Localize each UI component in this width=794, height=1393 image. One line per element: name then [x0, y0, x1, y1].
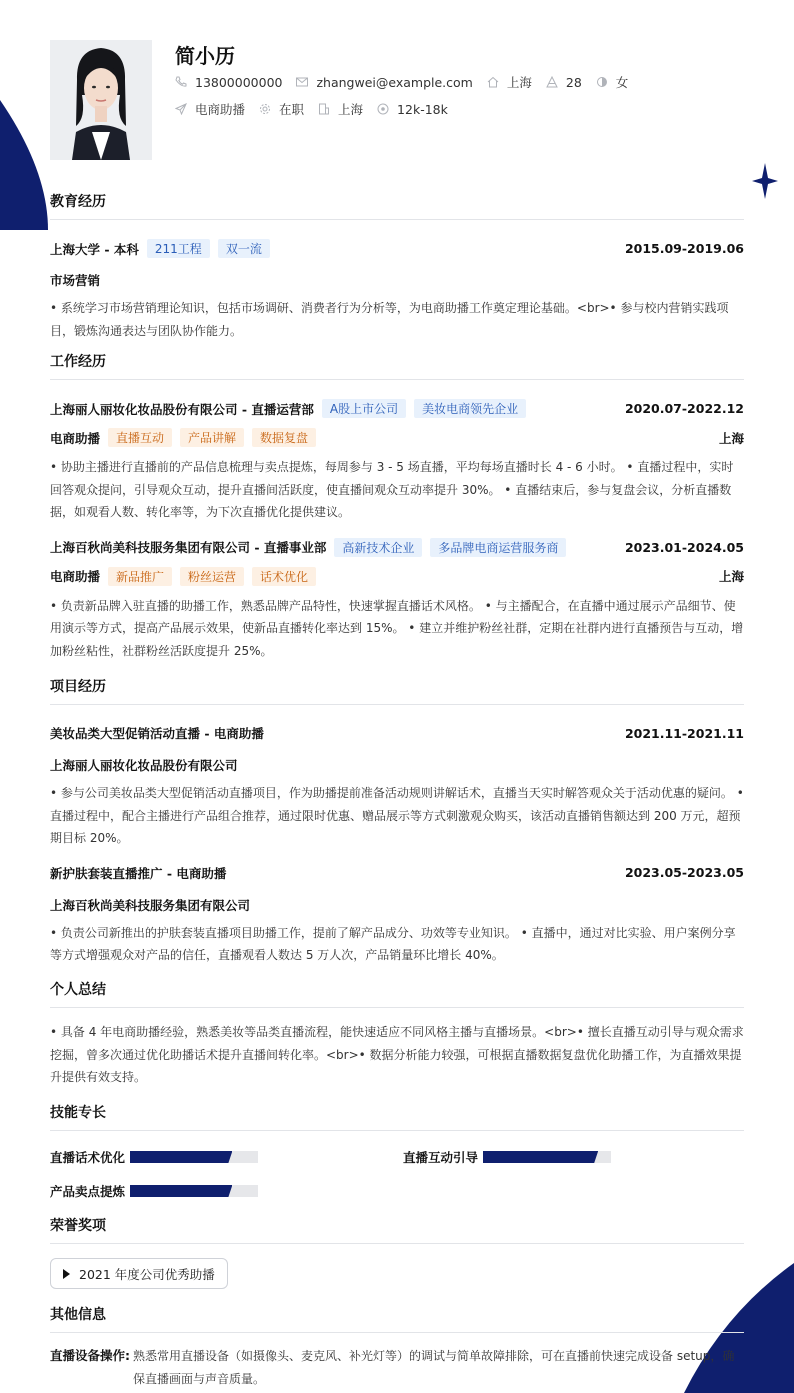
- project-head: [50, 864, 744, 882]
- school-name: 上海大学 - 本科: [50, 241, 139, 257]
- role-row: [50, 428, 744, 447]
- section-title: 其他信息: [50, 1304, 744, 1333]
- section-title: 技能专长: [50, 1102, 744, 1131]
- skill-bar: [130, 1185, 258, 1197]
- gender-item: 女: [596, 73, 629, 91]
- work-date: 2020.07-2022.12: [624, 401, 744, 416]
- profile-header: [50, 40, 750, 160]
- skill-name: 产品卖点提炼: [50, 1184, 126, 1199]
- role-tag: 产品讲解: [180, 428, 244, 447]
- phone-item: 13800000000: [175, 75, 282, 90]
- gender-icon: [596, 76, 608, 88]
- other-text: 熟悉常用直播设备（如摄像头、麦克风、补光灯等）的调试与简单故障排除，可在直播前快速完成设备 setup，确保直播画面与声音质量。: [133, 1349, 735, 1386]
- send-icon: [175, 103, 187, 115]
- section-title: 荣誉奖项: [50, 1215, 744, 1244]
- skill-name: 直播话术优化: [50, 1150, 126, 1165]
- email-item: zhangwei@example.com: [296, 75, 472, 90]
- section-title: 项目经历: [50, 676, 744, 705]
- job-row: [175, 100, 462, 118]
- summary-section: [50, 979, 744, 1089]
- age-item: 28: [546, 75, 582, 90]
- education-head: [50, 239, 744, 258]
- role-tag: 粉丝运营: [180, 567, 244, 586]
- section-title: 个人总结: [50, 979, 744, 1008]
- work-city: 上海: [718, 569, 744, 584]
- education-desc: • 系统学习市场营销理论知识，包括市场调研、消费者行为分析等，为电商助播工作奠定理论基础。<br>• 参与校内营销实践项目，锻炼沟通表达与团队协作能力。: [50, 301, 729, 338]
- age-icon: [546, 76, 558, 88]
- contact-row: [175, 73, 642, 91]
- project-desc: • 参与公司美妆品类大型促销活动直播项目，作为助播提前准备活动规则讲解话术，直播当天实时解答观众关于活动优惠的疑问。 • 直播过程中，配合主播进行产品组合推荐，通过限时优惠、赠品展示等方式刺激观众购买，该活动直播销售额达到 200 万元，超预期目标 20%。: [50, 786, 744, 845]
- decor-corner-top-left: [0, 100, 48, 230]
- role-tag: 话术优化: [252, 567, 316, 586]
- skill-bar: [483, 1151, 611, 1163]
- major: 市场营销: [50, 273, 101, 288]
- skill-item: [50, 1182, 258, 1200]
- skill-level: [130, 1151, 232, 1163]
- education-section: [50, 191, 744, 342]
- role-row: [50, 567, 744, 586]
- work-desc: • 负责新品牌入驻直播的助播工作，熟悉品牌产品特性，快速掌握直播话术风格。 • 与主播配合，在直播中通过展示产品细节、使用演示等方式，提高产品展示效果，使新品直播转化率达到 15%。 • 建立并维护粉丝社群，定期在社群内进行直播预告与互动，增加粉丝粘性，社群粉丝活跃度提升 25%。: [50, 598, 744, 658]
- other-section: [50, 1304, 744, 1390]
- education-date: 2015.09-2019.06: [624, 241, 744, 256]
- skills-section: [50, 1102, 744, 1211]
- summary-text: • 具备 4 年电商助播经验，熟悉美妆等品类直播流程，能快速适应不同风格主播与直播场景。<br>• 擅长直播互动引导与观众需求挖掘，曾多次通过优化助播话术提升直播间转化率。<br>• 数据分析能力较强，可根据直播数据复盘优化助播工作，为直播效果提升提供有效支持。: [50, 1025, 744, 1084]
- skill-level: [483, 1151, 598, 1163]
- awards-section: [50, 1215, 744, 1289]
- money-icon: [377, 103, 389, 115]
- salary-item: 12k-18k: [377, 102, 448, 117]
- project-company: 上海丽人丽妆化妆品股份有限公司: [50, 758, 238, 773]
- project-company: 上海百秋尚美科技服务集团有限公司: [50, 897, 251, 913]
- status-item: 在职: [259, 100, 304, 118]
- other-label: 直播设备操作:: [50, 1348, 130, 1363]
- project-title: 新护肤套装直播推广 - 电商助播: [50, 865, 227, 881]
- project-desc: • 负责公司新推出的护肤套装直播项目助播工作，提前了解产品成分、功效等专业知识。 • 直播中，通过对比实验、用户案例分享等方式增强观众对产品的信任，直播观看人数达 5 万人次，产品销量环比增长 40%。: [50, 925, 736, 962]
- location-item: 上海: [487, 73, 532, 91]
- mail-icon: [296, 76, 308, 88]
- role-name: 电商助播: [50, 430, 101, 446]
- skill-item: [50, 1148, 258, 1166]
- building-icon: [318, 103, 330, 115]
- work-head: [50, 399, 744, 418]
- skill-level: [130, 1185, 232, 1197]
- other-item: [50, 1345, 744, 1390]
- company-tag: A股上市公司: [322, 399, 406, 418]
- work-head: [50, 538, 744, 557]
- work-date: 2023.01-2024.05: [624, 539, 744, 555]
- company-name: 上海丽人丽妆化妆品股份有限公司 - 直播运营部: [50, 401, 314, 417]
- project-date: 2021.11-2021.11: [624, 725, 744, 741]
- company-tag: 多品牌电商运营服务商: [430, 538, 566, 557]
- projects-section: [50, 676, 744, 967]
- star-icon: [752, 163, 778, 199]
- profile-photo: [50, 40, 152, 160]
- home-icon: [487, 76, 499, 88]
- company-tag: 高新技术企业: [334, 538, 422, 557]
- skill-bar: [130, 1151, 258, 1163]
- section-title: 工作经历: [50, 351, 744, 380]
- phone-icon: [175, 76, 187, 88]
- position-item: 电商助播: [175, 100, 245, 118]
- project-date: 2023.05-2023.05: [624, 865, 744, 880]
- award-toggle[interactable]: [50, 1258, 228, 1289]
- section-title: 教育经历: [50, 191, 744, 220]
- project-title: 美妆品类大型促销活动直播 - 电商助播: [50, 726, 264, 741]
- target-city-item: 上海: [318, 100, 363, 118]
- candidate-name: 简小历: [175, 44, 235, 68]
- project-head: [50, 724, 744, 742]
- caret-right-icon: [63, 1269, 70, 1279]
- work-desc: • 协助主播进行直播前的产品信息梳理与卖点提炼，每周参与 3 - 5 场直播，平均每场直播时长 4 - 6 小时。 • 直播过程中，实时回答观众提问，引导观众互动，提升直播间活跃度，使直播间观众互动率提升 30%。 • 直播结束后，参与复盘会议，分析直播数据，如观看人数、转化率等，为下次直播优化提供建议。: [50, 460, 734, 519]
- role-tag: 新品推广: [108, 567, 172, 586]
- work-city: 上海: [718, 430, 744, 446]
- gear-icon: [259, 103, 271, 115]
- role-tag: 直播互动: [108, 428, 172, 447]
- company-name: 上海百秋尚美科技服务集团有限公司 - 直播事业部: [50, 540, 327, 555]
- role-tag: 数据复盘: [252, 428, 316, 447]
- school-tag: 211工程: [147, 239, 210, 258]
- role-name: 电商助播: [50, 569, 101, 584]
- award-label: 2021 年度公司优秀助播: [79, 1266, 215, 1282]
- skill-name: 直播互动引导: [403, 1150, 479, 1165]
- skill-item: [403, 1148, 611, 1166]
- work-section: [50, 351, 744, 662]
- company-tag: 美妆电商领先企业: [414, 399, 526, 418]
- school-tag: 双一流: [218, 239, 270, 258]
